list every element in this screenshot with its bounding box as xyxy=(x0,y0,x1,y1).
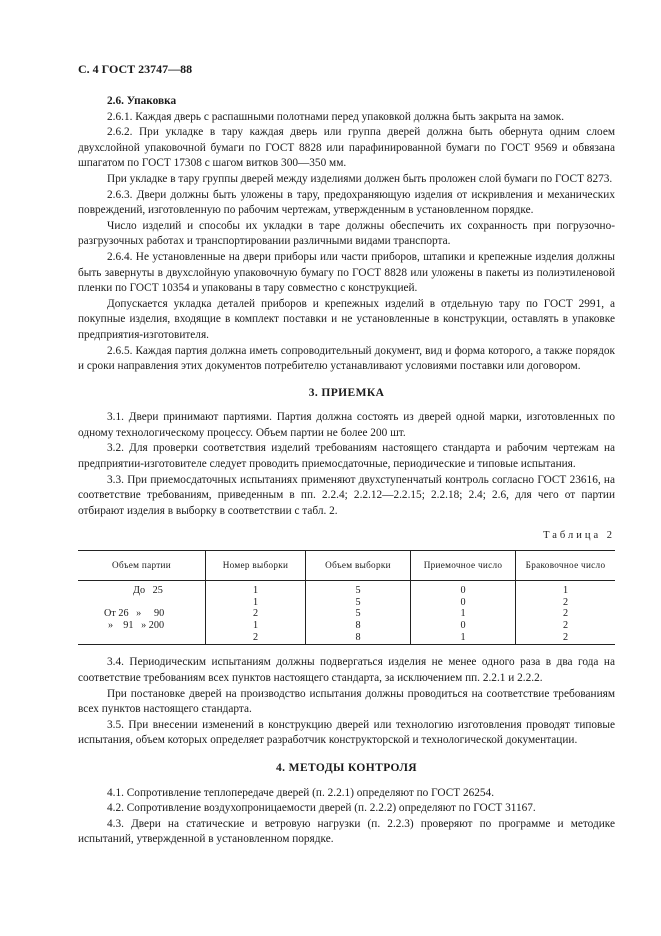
paragraph: Допускается укладка деталей приборов и крепежных изделий в отдельную тару по ГОСТ 2991, а покупные изделия, входящие в комплект поставки и не установленные в конструкции, оставлять в упаковке предприятия-изготовителя. xyxy=(78,297,615,341)
cell-line: 2 xyxy=(562,620,569,632)
paragraph: Число изделий и способы их укладки в таре должны обеспечить их сохранность при погрузочно-разгрузочных работах и транспортировании различными видами транспорта. xyxy=(78,219,615,248)
cell-line: 2 xyxy=(252,631,259,643)
cell-line: 0 xyxy=(460,585,466,597)
table-caption: Таблица 2 xyxy=(543,530,615,542)
cell-line: До 25 xyxy=(133,585,163,597)
paragraph: 2.6.5. Каждая партия должна иметь сопроводительный документ, вид и форма которого, а также порядок и сроки направления этих документов потребителю устанавливают условиями поставки или договором. xyxy=(78,344,615,373)
cell-line: 1 xyxy=(562,585,569,597)
table-cell-acceptance-number xyxy=(411,581,516,645)
paragraph: 4.3. Двери на статические и ветровую нагрузки (п. 2.2.3) проверяют по программе и методике испытаний, утвержденной в установленном порядке. xyxy=(78,817,615,846)
cell-line: » 91 » 200 xyxy=(108,620,165,632)
cell-line: 1 xyxy=(460,631,466,643)
col-header-lot-size: Объем партии xyxy=(78,551,206,581)
paragraph: 3.3. При приемосдаточных испытаниях применяют двухступенчатый контроль согласно ГОСТ 23616, на соответствие требованиям, приведенным в пп. 2.2.4; 2.2.12—2.2.15; 2.2.18; 2.4; 2.6, для чего от партии отбирают изделия в выборку в соответствии с табл. 2. xyxy=(78,473,615,517)
paragraph: 2.6.3. Двери должны быть уложены в тару, предохраняющую изделия от искривления и механических повреждений, изготовленную по рабочим чертежам, утвержденным в установленном порядке. xyxy=(78,188,615,217)
table-cell-rejection-number xyxy=(516,581,616,645)
paragraph: 2.6.1. Каждая дверь с распашными полотнами перед упаковкой должна быть закрыта на замок. xyxy=(107,110,565,123)
paragraph: 2.6.2. При укладке в тару каждая дверь или группа дверей должна быть обернута одним слоем двухслойной упаковочной бумаги по ГОСТ 8828 или парафинированной бумаги по ГОСТ 9569 и обвязана шпагатом по ГОСТ 17308 с шагом витков 300—350 мм. xyxy=(78,126,615,170)
cell-line: 5 xyxy=(355,585,361,597)
table-row xyxy=(78,581,615,645)
paragraph: 4.2. Сопротивление воздухопроницаемости дверей (п. 2.2.2) определяют по ГОСТ 31167. xyxy=(107,802,536,815)
cell-line: 5 xyxy=(355,608,361,620)
paragraph: 3.5. При внесении изменений в конструкцию дверей или технологию изготовления проводят типовые испытания, объем которых определяет разработчик конструкторской и технологической документации. xyxy=(78,718,615,747)
cell-line: 8 xyxy=(355,631,361,643)
page-header: С. 4 ГОСТ 23747—88 xyxy=(78,62,193,76)
paragraph: 3.4. Периодическим испытаниям должны подвергаться изделия не менее одного раза в два года на соответствие требованиям всех пунктов настоящего стандарта, за исключением пп. 2.2.1 и 2.2.2. xyxy=(78,656,615,685)
cell-line: 2 xyxy=(252,608,259,620)
cell-line xyxy=(104,597,205,609)
sampling-table xyxy=(78,550,615,645)
cell-line: От 26 » 90 xyxy=(104,608,165,620)
cell-line: 0 xyxy=(460,596,466,608)
cell-line: 1 xyxy=(460,608,466,620)
section-4-heading: 4. МЕТОДЫ КОНТРОЛЯ xyxy=(275,762,417,775)
cell-line: 0 xyxy=(460,620,466,632)
table-header-row xyxy=(78,551,615,581)
section-3-heading: 3. ПРИЕМКА xyxy=(308,386,385,399)
cell-line: 1 xyxy=(252,585,259,597)
cell-line: 8 xyxy=(355,620,361,632)
document-body xyxy=(78,94,615,848)
table-cell-sample-number xyxy=(206,581,306,645)
cell-line xyxy=(104,632,205,644)
cell-line: 2 xyxy=(562,596,569,608)
paragraph: 2.6.4. Не установленные на двери приборы или части приборов, штапики и крепежные изделия должны быть завернуты в двухслойную упаковочную бумагу по ГОСТ 8828 или уложены в пакеты из полиэтиленовой пленки по ГОСТ 10354 и упакованы в тару совместно с конструкцией. xyxy=(78,250,615,295)
cell-line: 5 xyxy=(355,596,361,608)
cell-line: 1 xyxy=(252,596,259,608)
section-2-6-title: 2.6. Упаковка xyxy=(107,95,177,107)
paragraph: При постановке дверей на производство испытания должны проводиться на соответствие требованиям всех пунктов настоящего стандарта. xyxy=(78,687,615,716)
paragraph: При укладке в тару группы дверей между изделиями должен быть проложен слой бумаги по ГОСТ 8273. xyxy=(107,172,613,185)
cell-line: 1 xyxy=(252,620,259,632)
col-header-rejection-number: Браковочное число xyxy=(516,551,616,581)
cell-line: 2 xyxy=(562,631,569,643)
paragraph: 4.1. Сопротивление теплопередаче дверей (п. 2.2.1) определяют по ГОСТ 26254. xyxy=(107,786,495,799)
col-header-acceptance-number: Приемочное число xyxy=(411,551,516,581)
col-header-sample-number: Номер выборки xyxy=(206,551,306,581)
paragraph: 3.2. Для проверки соответствия изделий требованиям настоящего стандарта и рабочим чертежам на предприятии-изготовителе следует проводить приемосдаточные, периодические и типовые испытания. xyxy=(78,442,615,471)
paragraph: 3.1. Двери принимают партиями. Партия должна состоять из дверей одной марки, изготовленных по одному технологическому процессу. Объем партии не более 200 шт. xyxy=(78,411,615,439)
table-cell-lot-size xyxy=(78,581,206,645)
cell-line: 2 xyxy=(562,608,569,620)
table-cell-sample-size xyxy=(306,581,411,645)
col-header-sample-size: Объем выборки xyxy=(306,551,411,581)
